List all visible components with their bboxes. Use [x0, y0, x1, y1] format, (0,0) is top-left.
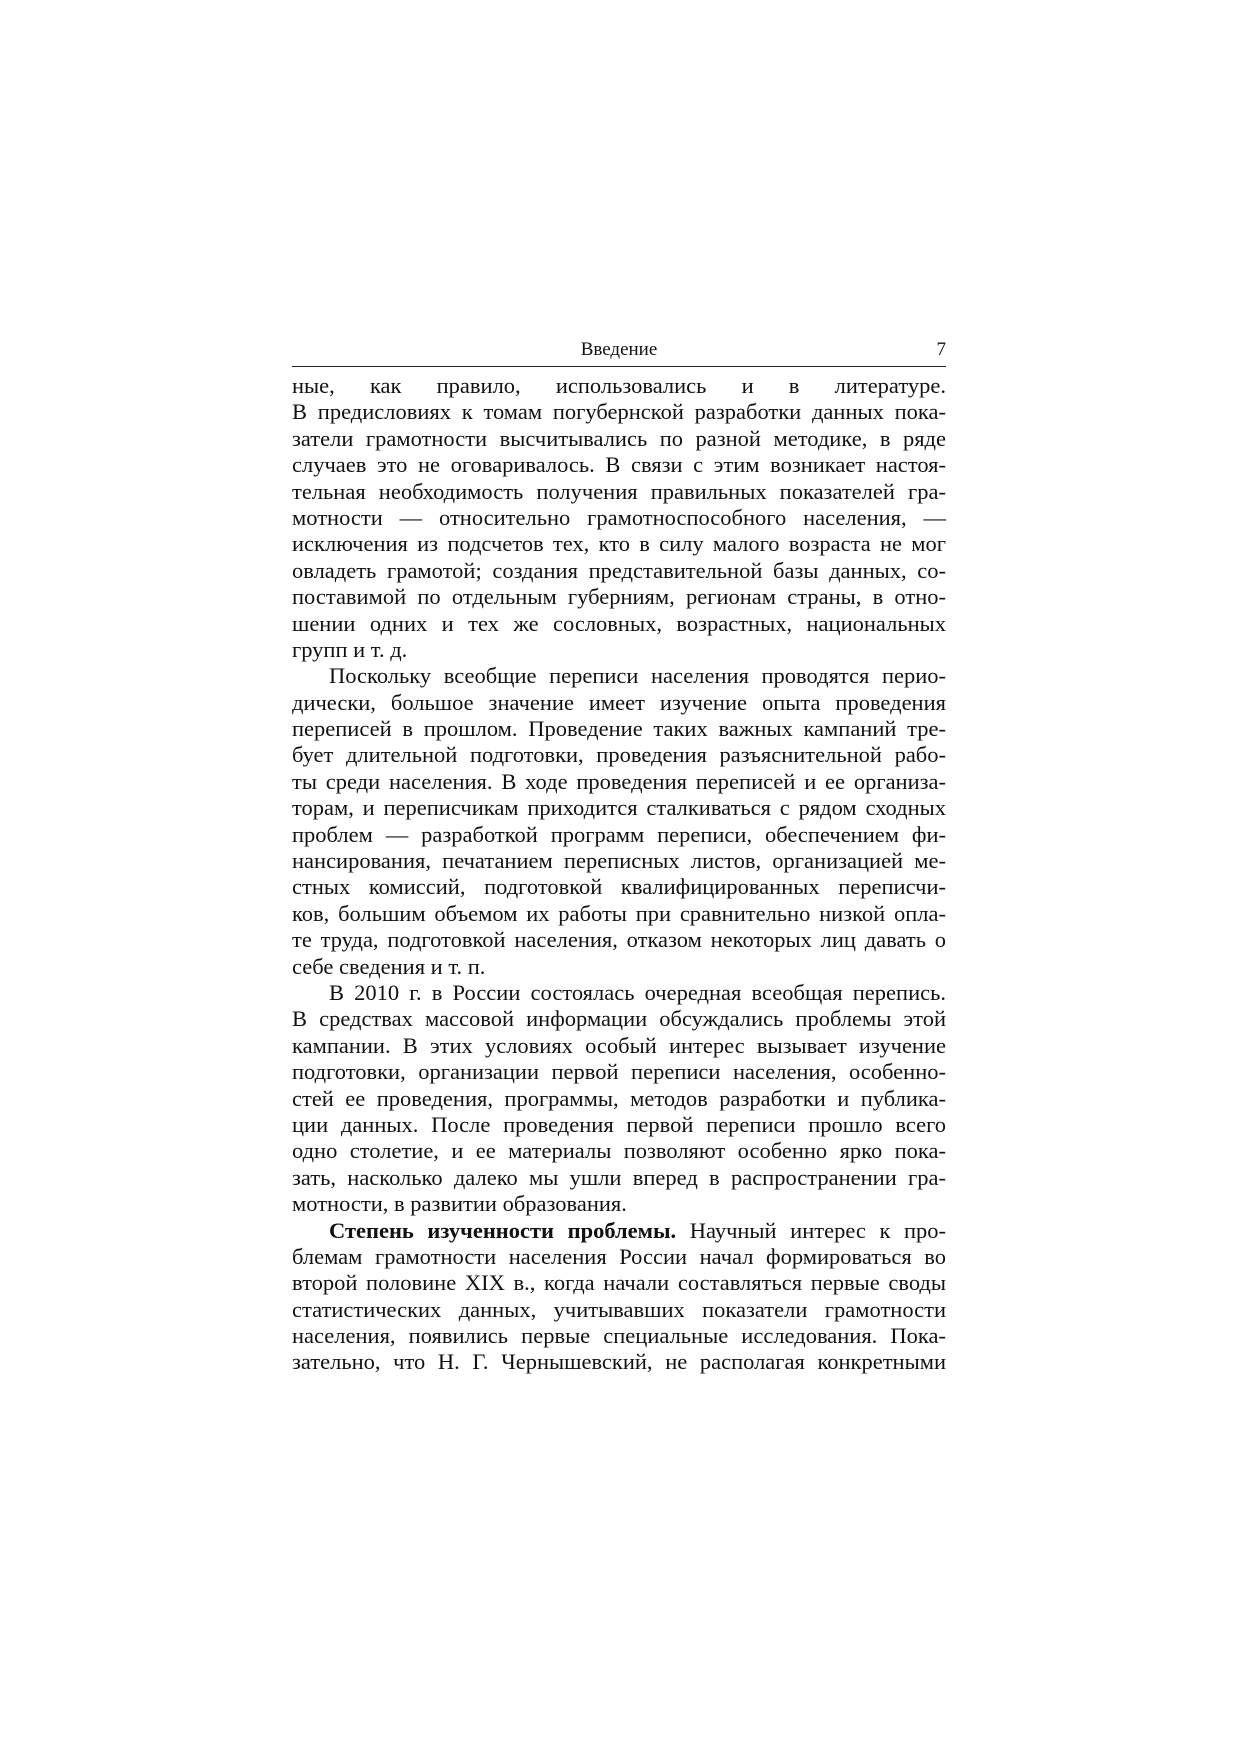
paragraph	[292, 980, 946, 1218]
text-line: нансирования, печатанием переписных листов, организацией ме-	[292, 848, 946, 874]
text-line: дически, большое значение имеет изучение опыта проведения	[292, 689, 946, 715]
text-line: В средствах массовой информации обсуждались проблемы этой	[292, 1006, 946, 1032]
paragraph	[292, 1218, 946, 1376]
text-line: одно столетие, и ее материалы позволяют особенно ярко пока-	[292, 1138, 946, 1164]
text-line: групп и т. д.	[292, 636, 408, 662]
text-line: стных комиссий, подготовкой квалифицированных переписчи-	[292, 874, 946, 900]
text-line-rest: Научный интерес к про-	[676, 1217, 946, 1243]
text-line: В предисловиях к томам погубернской разработки данных пока-	[292, 399, 946, 425]
text-line: населения, появились первые специальные исследования. Пока-	[292, 1323, 946, 1349]
text-line: мотности — относительно грамотноспособного населения, —	[292, 504, 946, 530]
text-line: ции данных. После проведения первой переписи прошло всего	[292, 1111, 946, 1137]
text-line: себе сведения и т. п.	[292, 953, 486, 979]
text-line: случаев это не оговаривалось. В связи с этим возникает настоя-	[292, 452, 946, 478]
text-line: переписей в прошлом. Проведение таких важных кампаний тре-	[292, 716, 946, 742]
running-title: Введение	[580, 339, 658, 360]
text-line: зать, насколько далеко мы ушли вперед в распространении гра-	[292, 1164, 946, 1190]
paragraph	[292, 663, 946, 980]
text-line: мотности, в развитии образования.	[292, 1191, 627, 1217]
text-line: проблем — разработкой программ переписи, обеспечением фи-	[292, 821, 946, 847]
text-line: ные, как правило, использовались и в литературе.	[292, 373, 946, 398]
text-line: затели грамотности высчитывались по разной методике, в ряде	[292, 425, 946, 451]
text-line: овладеть грамотой; создания представительной базы данных, со-	[292, 557, 946, 583]
text-line: те труда, подготовкой населения, отказом некоторых лиц давать о	[292, 927, 946, 953]
text-line: шении одних и тех же сословных, возрастных, национальных	[292, 610, 946, 636]
text-line: В 2010 г. в России состоялась очередная всеобщая перепись.	[329, 979, 946, 1005]
text-line: стей ее проведения, программы, методов разработки и публика-	[292, 1085, 946, 1111]
text-line: второй половине XIX в., когда начали составляться первые своды	[292, 1270, 946, 1296]
page-header	[292, 338, 946, 367]
text-line: Поскольку всеобщие переписи населения проводятся перио-	[329, 663, 946, 689]
text-line: бует длительной подготовки, проведения разъяснительной рабо-	[292, 742, 946, 768]
text-line: кампании. В этих условиях особый интерес вызывает изучение	[292, 1032, 946, 1058]
text-line	[292, 1218, 946, 1244]
text-line: ков, большим объемом их работы при сравнительно низкой опла-	[292, 900, 946, 926]
text-line: исключения из подсчетов тех, кто в силу малого возраста не мог	[292, 531, 946, 557]
text-line: тельная необходимость получения правильных показателей гра-	[292, 478, 946, 504]
text-line: поставимой по отдельным губерниям, регионам страны, в отно-	[292, 584, 946, 610]
body-text	[292, 373, 946, 1376]
text-line: торам, и переписчикам приходится сталкиваться с рядом сходных	[292, 795, 946, 821]
text-line: подготовки, организации первой переписи населения, особенно-	[292, 1059, 946, 1085]
text-line: зательно, что Н. Г. Чернышевский, не располагая конкретными	[292, 1349, 946, 1375]
text-line: блемам грамотности населения России начал формироваться во	[292, 1243, 946, 1269]
text-line: статистических данных, учитывавших показатели грамотности	[292, 1296, 946, 1322]
paragraph	[292, 373, 946, 663]
section-heading-inline: Степень изученности проблемы.	[329, 1217, 677, 1243]
text-line: ты среди населения. В ходе проведения переписей и ее организа-	[292, 768, 946, 794]
page-number: 7	[936, 339, 946, 360]
